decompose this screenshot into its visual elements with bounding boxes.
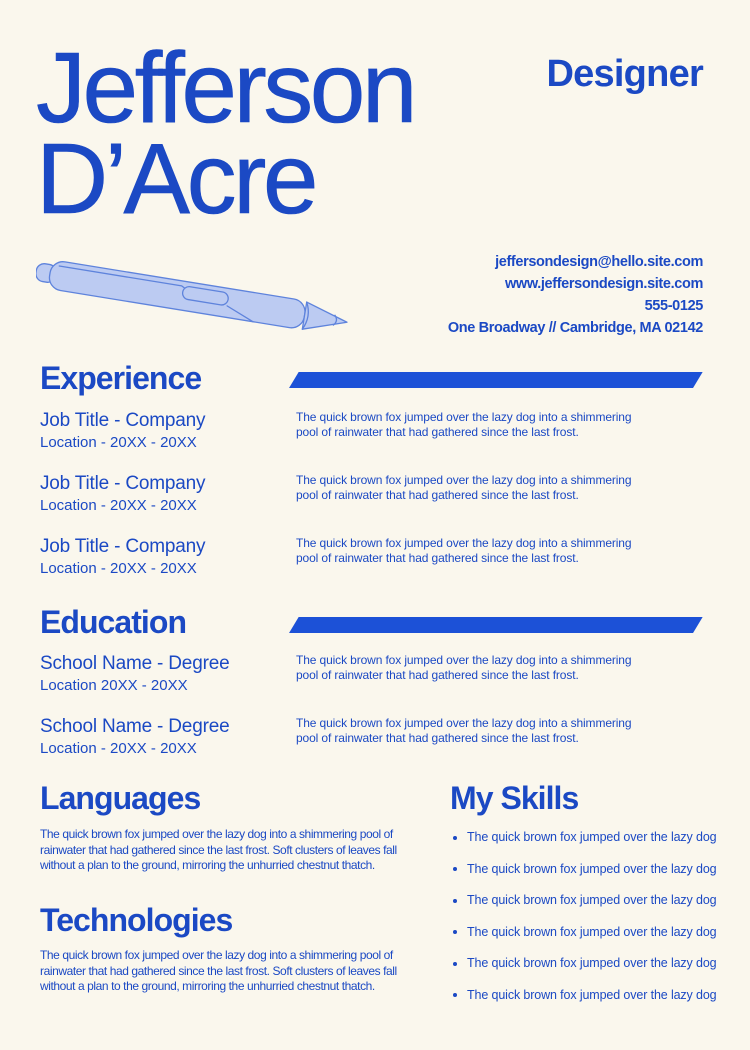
experience-entry [40,411,705,451]
person-last-name: D’Acre [36,123,316,235]
bullet-icon [453,899,457,903]
technologies-heading: Technologies [40,902,233,938]
pen-tip [302,302,349,336]
contact-email[interactable]: jeffersondesign@hello.site.com [495,254,703,270]
skill-text: The quick brown fox jumped over the lazy dog [467,987,717,1002]
experience-entry [40,537,705,577]
skill-item [450,854,717,886]
skill-item [450,980,717,1012]
school-location-dates: Location - 20XX - 20XX [40,740,197,757]
bullet-icon [453,962,457,966]
job-title: Job Title - Company [40,410,206,431]
job-location-dates: Location - 20XX - 20XX [40,434,197,451]
education-heading: Education [40,604,187,640]
job-description: The quick brown fox jumped over the lazy dog into a shimmering pool of rainwater that had gathered since the last frost. [296,536,632,565]
skill-text: The quick brown fox jumped over the lazy dog [467,861,717,876]
contact-phone[interactable]: 555-0125 [644,298,703,314]
bullet-icon [453,836,457,840]
skill-item [450,822,717,854]
experience-entry [40,474,705,514]
job-description: The quick brown fox jumped over the lazy dog into a shimmering pool of rainwater that had gathered since the last frost. [296,473,632,502]
bullet-icon [453,867,457,871]
bullet-icon [453,993,457,997]
person-name [36,32,415,235]
job-description: The quick brown fox jumped over the lazy dog into a shimmering pool of rainwater that had gathered since the last frost. [296,410,632,439]
job-title: Job Title - Company [40,473,206,494]
skill-text: The quick brown fox jumped over the lazy dog [467,956,717,970]
job-location-dates: Location - 20XX - 20XX [40,497,197,514]
school-location-dates: Location 20XX - 20XX [40,677,188,694]
languages-body: The quick brown fox jumped over the lazy dog into a shimmering pool of rainwater that had gathered since the last frost. Soft clusters of leaves fall without a plan to the ground, mirroring the unhurried chestnut thatch. [40,827,397,872]
skills-list [450,822,717,1011]
contact-block [448,251,703,339]
skill-item [450,885,717,917]
education-section-bar [289,617,702,633]
job-title: Job Title - Company [40,536,206,557]
education-entry [40,654,705,694]
contact-address: One Broadway // Cambridge, MA 02142 [447,320,703,336]
skill-text: The quick brown fox jumped over the lazy dog [467,924,717,939]
job-location-dates: Location - 20XX - 20XX [40,560,197,577]
contact-website[interactable]: www.jeffersondesign.site.com [505,276,703,292]
skills-heading: My Skills [450,780,579,816]
technologies-body: The quick brown fox jumped over the lazy dog into a shimmering pool of rainwater that had gathered since the last frost. Soft clusters of leaves fall without a plan to the ground, mirroring the unhurried chestnut thatch. [40,948,397,993]
education-entry [40,717,705,757]
skill-text: The quick brown fox jumped over the lazy dog [467,830,717,844]
languages-heading: Languages [40,780,201,816]
education-description: The quick brown fox jumped over the lazy dog into a shimmering pool of rainwater that had gathered since the last frost. [296,716,632,745]
person-first-name: Jefferson [36,32,415,144]
pen-illustration [36,251,368,339]
bullet-icon [453,930,457,934]
skill-text: The quick brown fox jumped over the lazy dog [467,893,717,907]
skill-item [450,948,717,980]
school-name-degree: School Name - Degree [40,716,230,737]
education-description: The quick brown fox jumped over the lazy dog into a shimmering pool of rainwater that had gathered since the last frost. [296,653,632,682]
experience-heading: Experience [40,360,202,396]
experience-section-bar [289,372,702,388]
school-name-degree: School Name - Degree [40,653,230,674]
job-role-title: Designer [546,53,703,95]
skill-item [450,917,717,949]
